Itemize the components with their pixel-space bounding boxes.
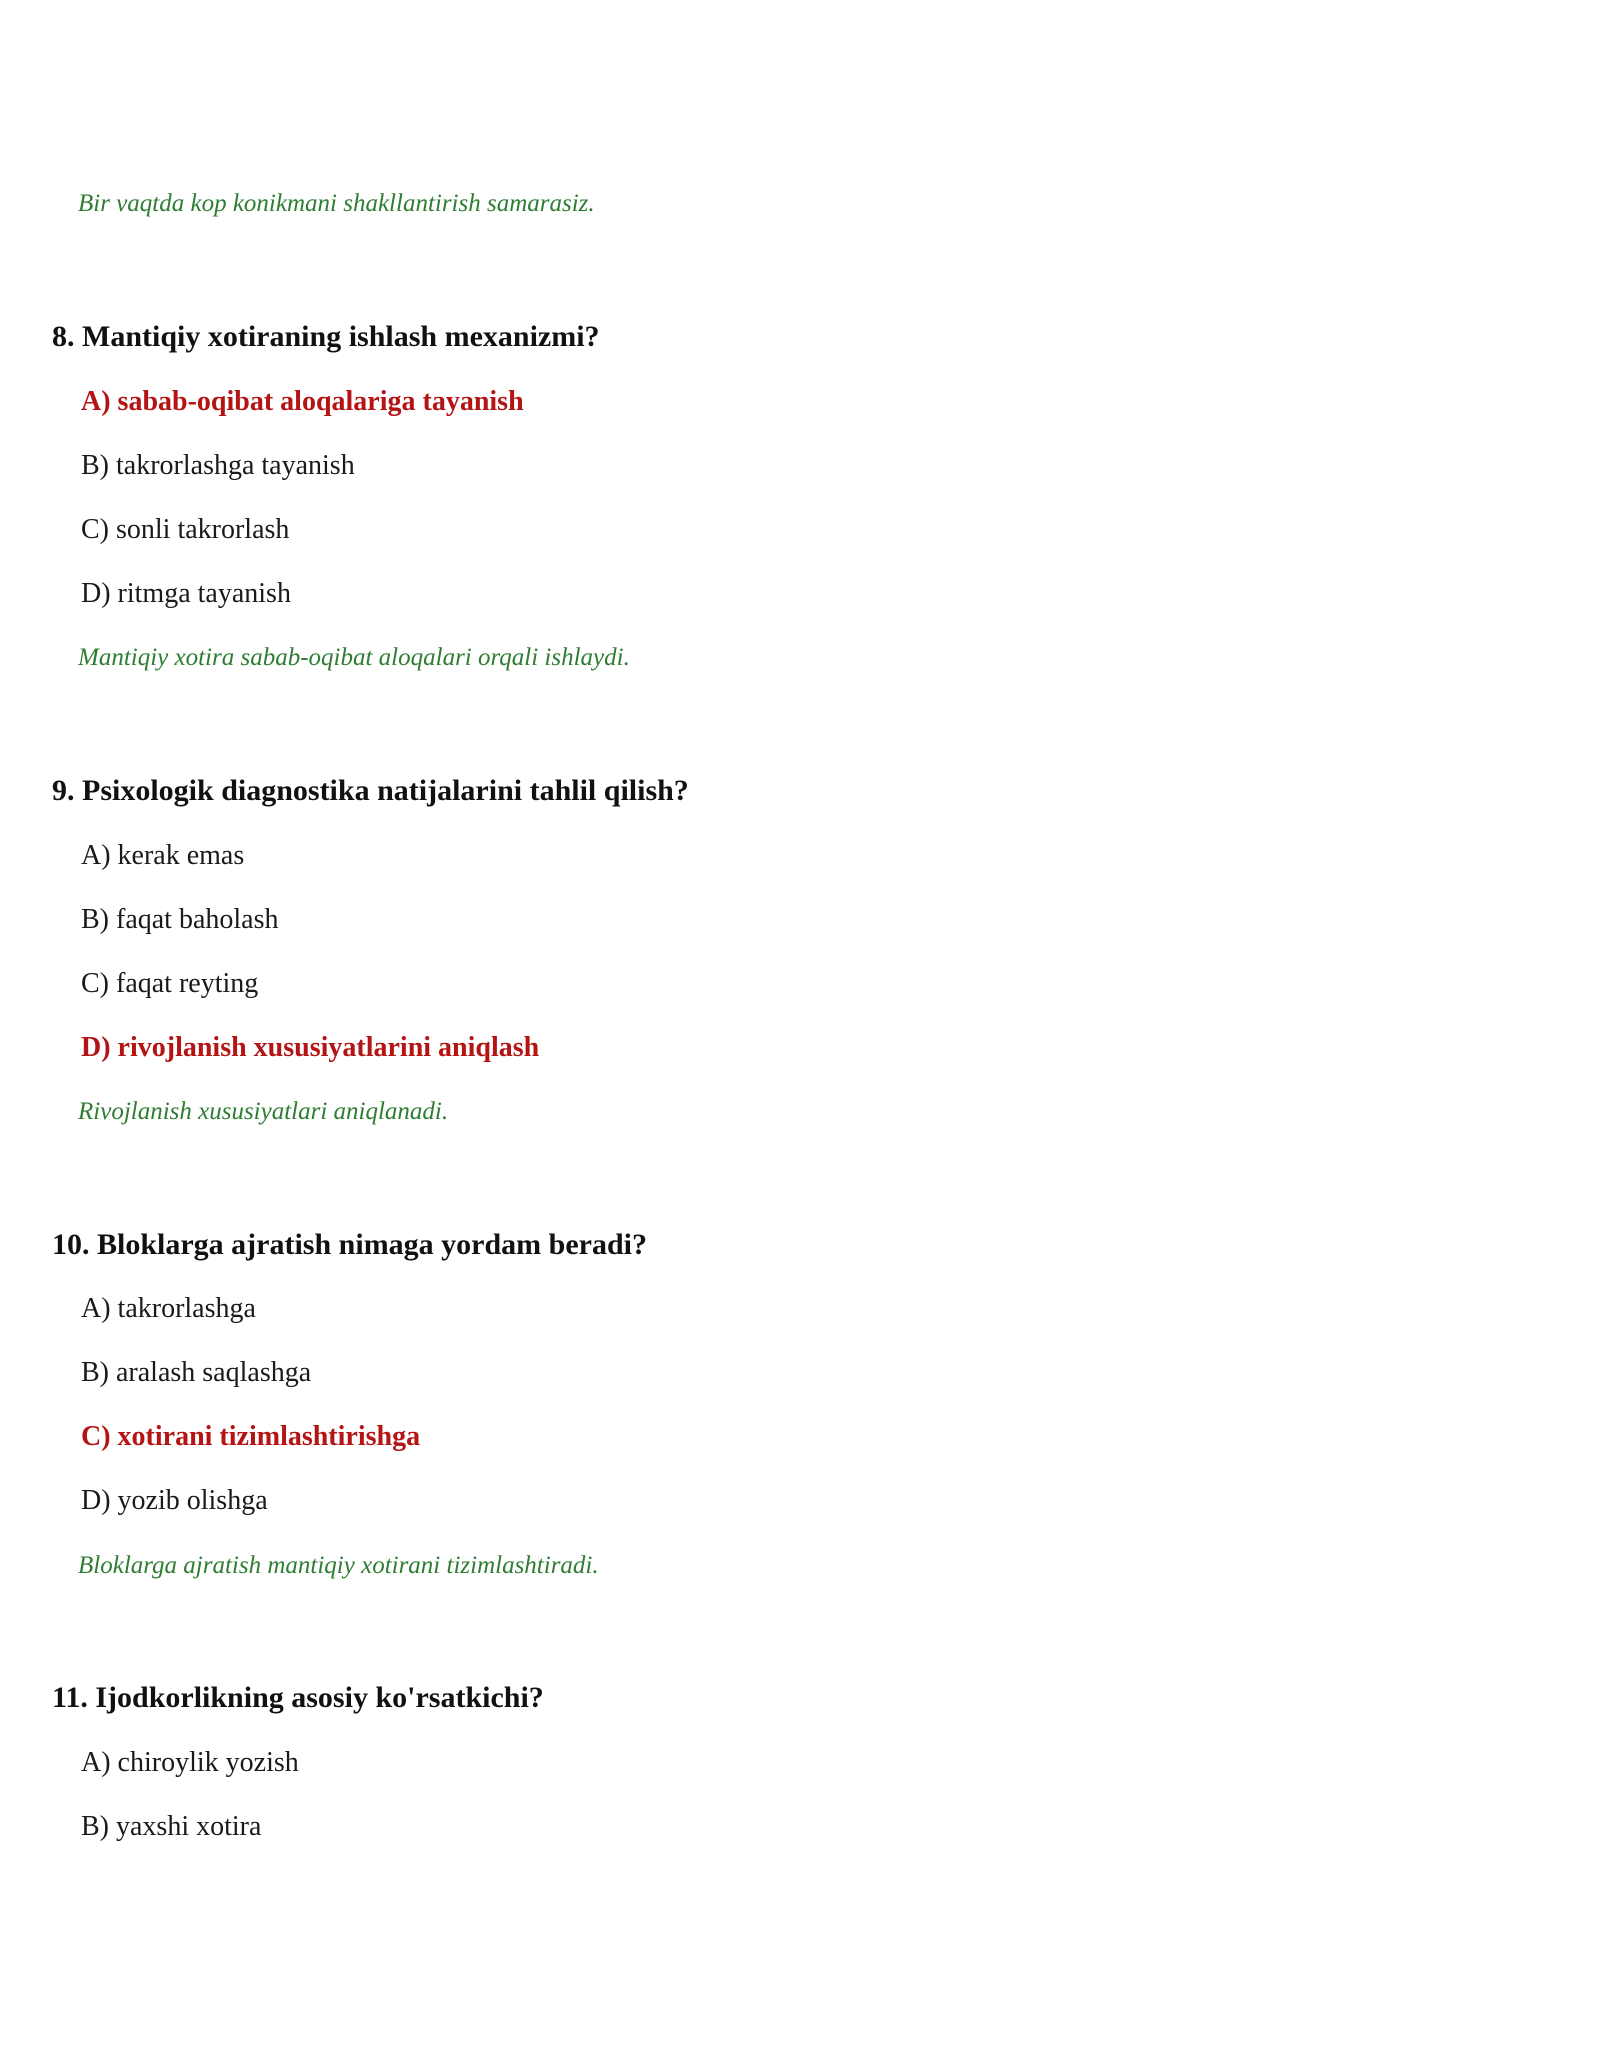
option: B) yaxshi xotira — [81, 1811, 262, 1842]
question-title: 10. Bloklarga ajratish nimaga yordam beradi? — [52, 1228, 648, 1261]
option: A) takrorlashga — [81, 1293, 256, 1324]
option: B) aralash saqlashga — [81, 1357, 312, 1388]
option: B) takrorlashga tayanish — [81, 450, 355, 481]
option-correct: A) sabab-oqibat aloqalariga tayanish — [81, 386, 524, 417]
option-correct: C) xotirani tizimlashtirishga — [81, 1421, 421, 1452]
explanation-text: Bir vaqtda kop konikmani shakllantirish samarasiz. — [78, 190, 595, 217]
option: D) yozib olishga — [81, 1485, 268, 1516]
explanation-text: Mantiqiy xotira sabab-oqibat aloqalari orqali ishlaydi. — [78, 644, 630, 671]
question-title: 8. Mantiqiy xotiraning ishlash mexanizmi? — [52, 320, 600, 353]
option: C) faqat reyting — [81, 968, 259, 999]
option: A) kerak emas — [81, 840, 245, 871]
option-correct: D) rivojlanish xususiyatlarini aniqlash — [81, 1032, 540, 1063]
option: D) ritmga tayanish — [81, 578, 291, 609]
option: C) sonli takrorlash — [81, 514, 290, 545]
option: A) chiroylik yozish — [81, 1747, 299, 1778]
question-title: 9. Psixologik diagnostika natijalarini tahlil qilish? — [52, 774, 689, 807]
explanation-text: Rivojlanish xususiyatlari aniqlanadi. — [78, 1098, 449, 1125]
explanation-text: Bloklarga ajratish mantiqiy xotirani tizimlashtiradi. — [78, 1552, 599, 1579]
option: B) faqat baholash — [81, 904, 279, 935]
question-title: 11. Ijodkorlikning asosiy ko'rsatkichi? — [52, 1681, 544, 1714]
